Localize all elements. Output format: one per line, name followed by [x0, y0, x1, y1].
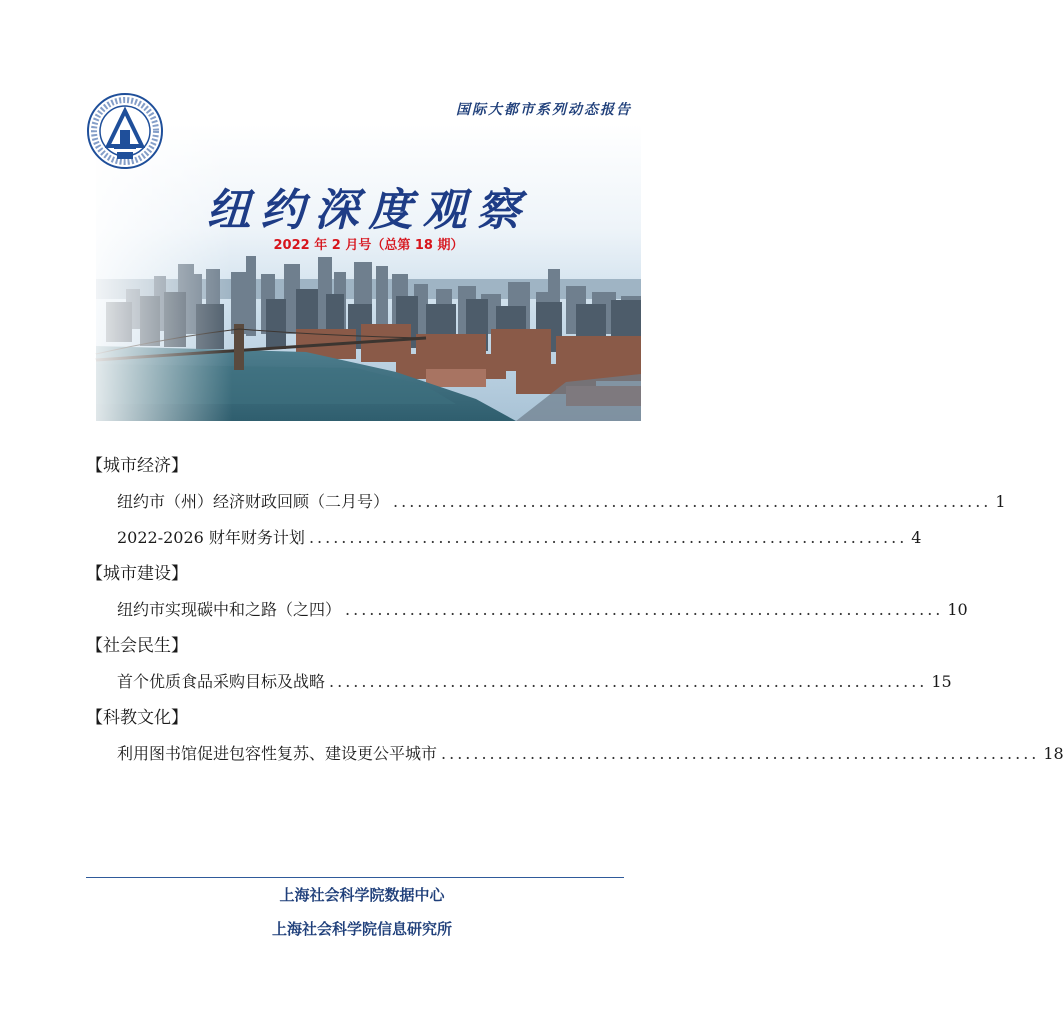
series-title: 国际大都市系列动态报告: [456, 102, 632, 118]
toc-entry-page: 10: [947, 600, 968, 619]
toc-entry[interactable]: [117, 736, 1064, 772]
leader-dots: ..........................................................................: [329, 672, 928, 691]
toc-entry-title: 纽约市（州）经济财政回顾（二月号）: [117, 492, 390, 511]
toc-entry[interactable]: [117, 520, 922, 556]
toc-entry[interactable]: [117, 592, 968, 628]
toc-entry[interactable]: [117, 664, 952, 700]
table-of-contents: [86, 448, 1064, 772]
toc-entry-page: 15: [931, 672, 952, 691]
toc-entry-page: 4: [911, 528, 922, 547]
cover-image: [96, 124, 641, 421]
leader-dots: ..........................................................................: [308, 528, 908, 547]
toc-entry-title: 2022-2026 财年财务计划: [117, 528, 305, 547]
toc-entry-title: 利用图书馆促进包容性复苏、建设更公平城市: [117, 744, 438, 763]
toc-entry-title: 首个优质食品采购目标及战略: [117, 672, 326, 691]
toc-entry-page: 18: [1043, 744, 1064, 763]
toc-section-economy: 【城市经济】: [86, 456, 188, 476]
report-title: 纽约深度观察: [206, 185, 531, 236]
org-info-institute: 上海社会科学院信息研究所: [271, 920, 452, 938]
toc-section-culture: 【科教文化】: [86, 708, 188, 728]
toc-entry-title: 纽约市实现碳中和之路（之四）: [117, 600, 342, 619]
leader-dots: ..........................................................................: [441, 744, 1040, 763]
issue-label: 2022 年 2 月号（总第 18 期）: [273, 238, 464, 253]
org-data-center: 上海社会科学院数据中心: [279, 886, 445, 904]
toc-entry-page: 1: [995, 492, 1006, 511]
toc-section-livelihood: 【社会民生】: [86, 636, 188, 656]
leader-dots: ..........................................................................: [393, 492, 992, 511]
new-york-skyline-photo: [96, 124, 641, 421]
leader-dots: ..........................................................................: [345, 600, 944, 619]
academy-seal-icon: [86, 92, 164, 170]
toc-section-construction: 【城市建设】: [86, 564, 188, 584]
footer-divider: [86, 877, 624, 878]
toc-entry[interactable]: [117, 484, 1006, 520]
